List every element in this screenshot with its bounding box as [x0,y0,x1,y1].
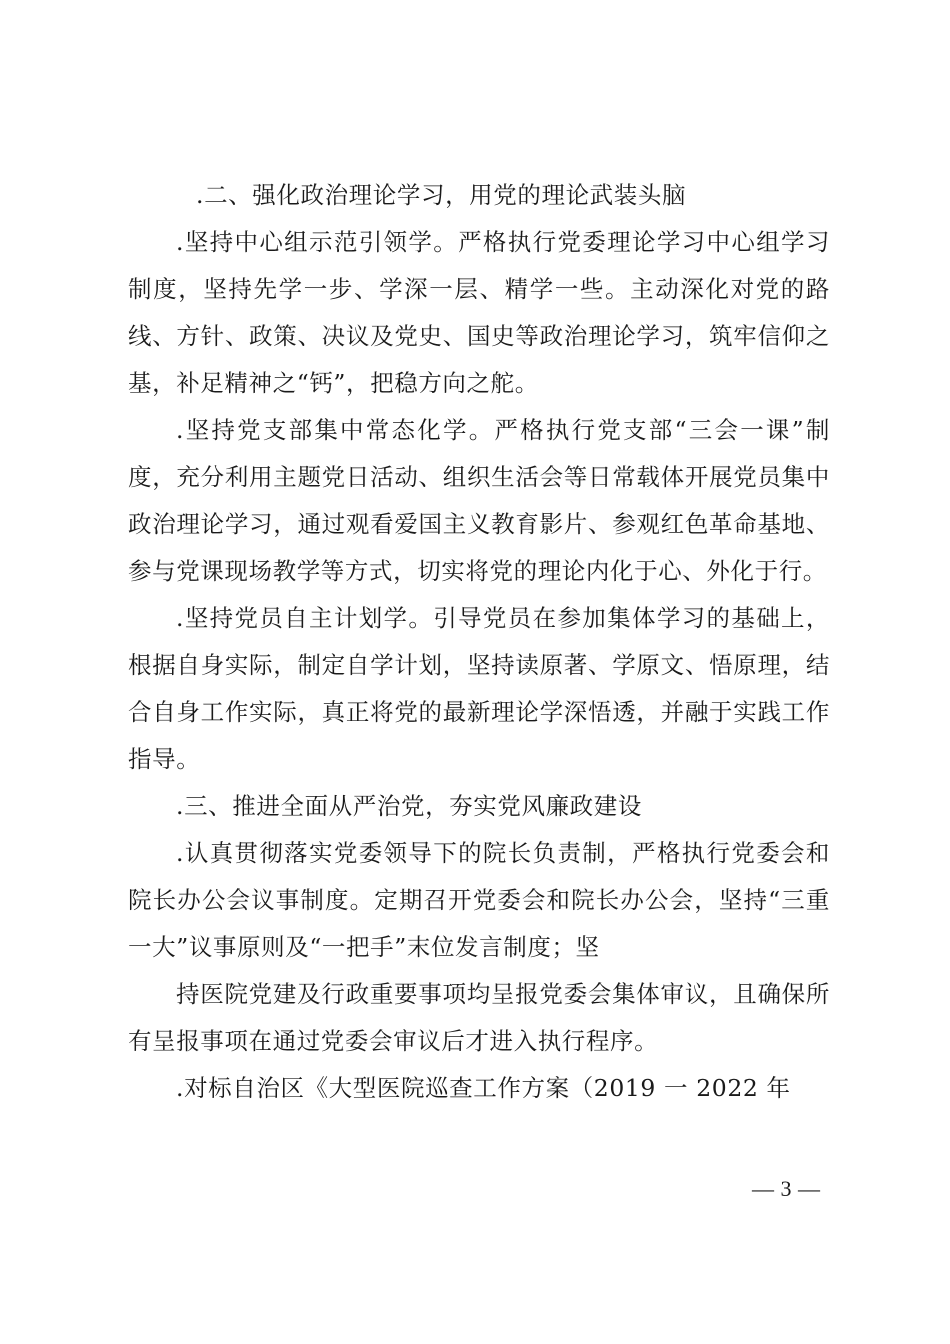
paragraph-4: .认真贯彻落实党委领导下的院长负责制，严格执行党委会和院长办公会议事制度。定期召开党委会和院长办公会，坚持“三重一大”议事原则及“一把手”末位发言制度；坚 [128,839,830,961]
document-body [128,172,830,1112]
section-heading-3: .三、推进全面从严治党，夯实党风廉政建设 [176,792,642,820]
section-heading-2: .二、强化政治理论学习，用党的理论武装头脑 [196,181,687,209]
paragraph-1: .坚持中心组示范引领学。严格执行党委理论学习中心组学习制度，坚持先学一步、学深一层、精学一些。主动深化对党的路线、方针、政策、决议及党史、国史等政治理论学习，筑牢信仰之基，补足精神之“钙”，把稳方向之舵。 [128,228,830,397]
page-number: — 3 — [752,1176,821,1201]
paragraph-2: .坚持党支部集中常态化学。严格执行党支部“三会一课”制度，充分利用主题党日活动、组织生活会等日常载体开展党员集中政治理论学习，通过观看爱国主义教育影片、参观红色革命基地、参与党课现场教学等方式，切实将党的理论内化于心、外化于行。 [128,416,830,585]
paragraph-3: .坚持党员自主计划学。引导党员在参加集体学习的基础上，根据自身实际，制定自学计划，坚持读原著、学原文、悟原理，结合自身工作实际，真正将党的最新理论学深悟透，并融于实践工作指导。 [128,604,830,773]
paragraph-6: .对标自治区《大型医院巡查工作方案（2019 一 2022 年 [176,1074,791,1102]
paragraph-5: 持医院党建及行政重要事项均呈报党委会集体审议，且确保所有呈报事项在通过党委会审议后才进入执行程序。 [128,980,830,1055]
